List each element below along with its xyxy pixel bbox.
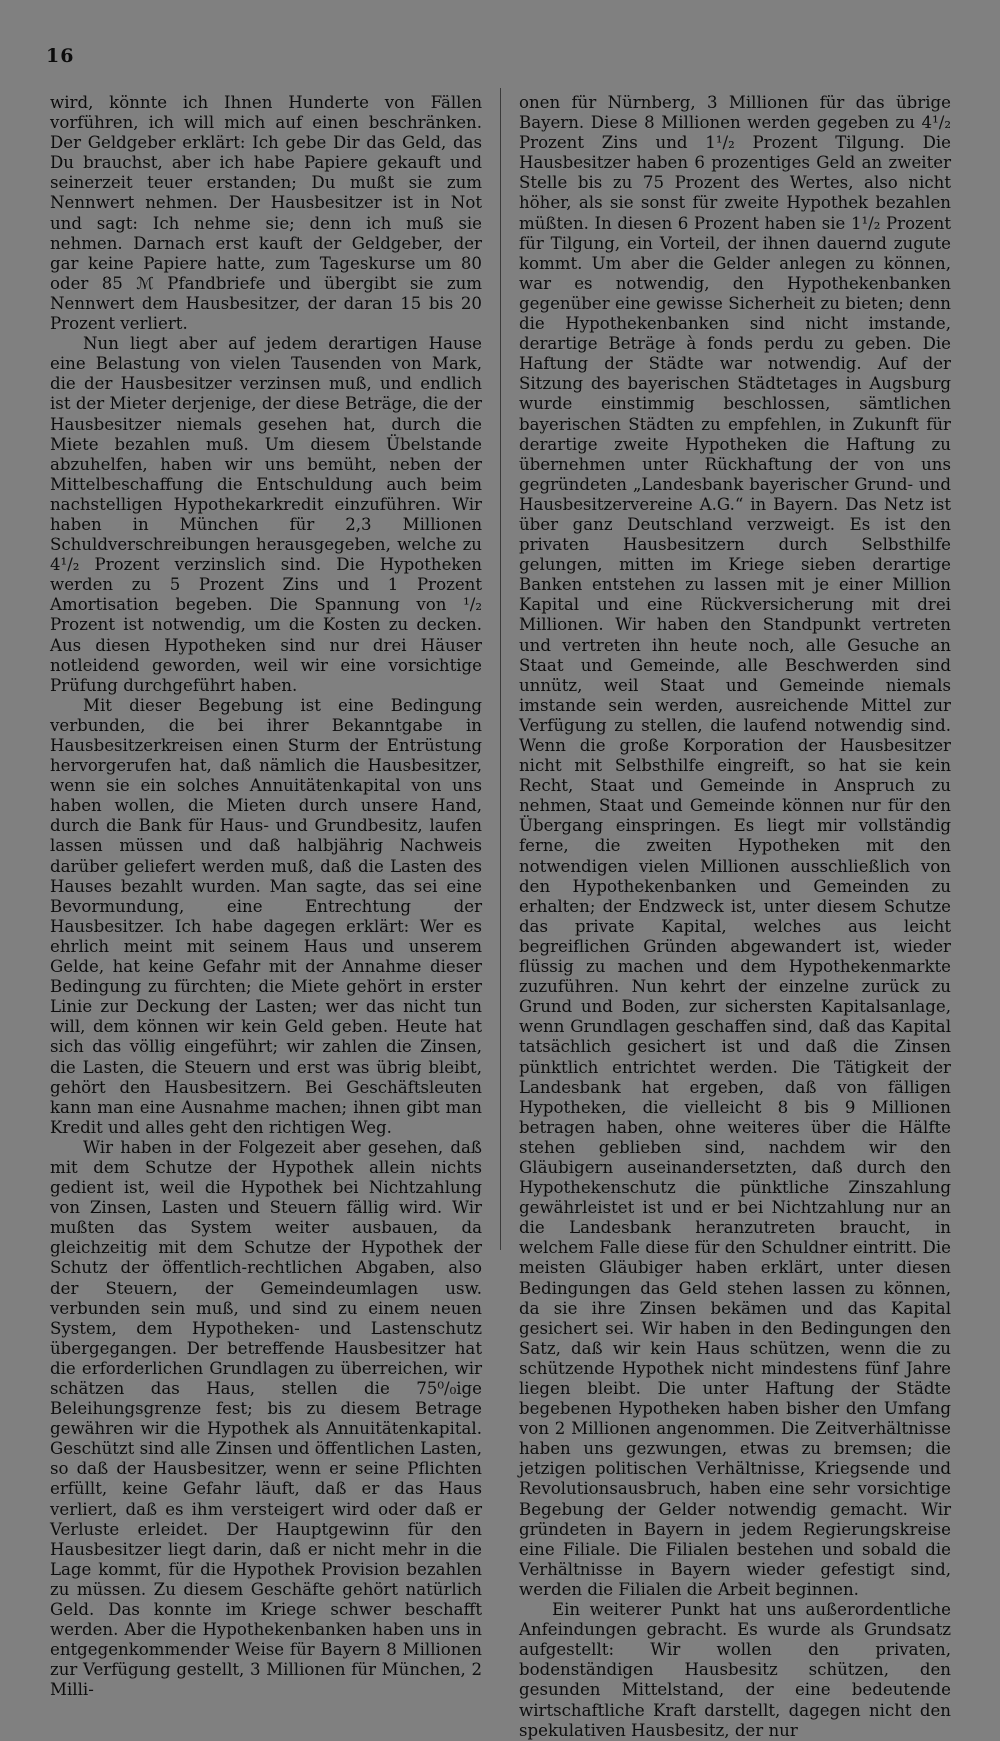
left-column <box>50 93 482 1701</box>
page-number: 16 <box>46 45 75 67</box>
right-column <box>519 93 951 1741</box>
column-divider <box>500 88 501 1250</box>
right-paragraph-2: Ein weiterer Punkt hat uns außerordentliche Anfeindungen gebracht. Es wurde als Grundsatz aufgestellt: Wir wollen den privaten, bodenständigen Hausbesitz schützen, den gesunden Mittelstand, der eine bedeutende wirtschaftliche Kraft darstellt, dagegen nicht den spekulativen Hausbesitz, der nur <box>519 1600 951 1740</box>
right-paragraph-1: onen für Nürnberg, 3 Millionen für das übrige Bayern. Diese 8 Millionen werden gegeben zu 4¹/₂ Prozent Zins und 1¹/₂ Prozent Tilgung. Die Hausbesitzer haben 6 prozentiges Geld an zweiter Stelle bis zu 75 Prozent des Wertes, also nicht höher, als sie sonst für zweite Hypothek bezahlen müßten. In diesen 6 Prozent haben sie 1¹/₂ Prozent für Tilgung, ein Vorteil, der ihnen dauernd zugute kommt. Um aber die Gelder anlegen zu können, war es notwendig, den Hypothekenbanken gegenüber eine gewisse Sicherheit zu bieten; denn die Hypothekenbanken sind nicht imstande, derartige Beträge à fonds perdu zu geben. Die Haftung der Städte war notwendig. Auf der Sitzung des bayerischen Städtetages in Augsburg wurde einstimmig beschlossen, sämtlichen bayerischen Städten zu empfehlen, in Zukunft für derartige zweite Hypotheken die Haftung zu übernehmen unter Rückhaftung der von uns gegründeten „Landesbank bayerischer Grund- und Hausbesitzervereine A.G.“ in Bayern. Das Netz ist über ganz Deutschland verzweigt. Es ist den privaten Hausbesitzern durch Selbsthilfe gelungen, mitten im Kriege sieben derartige Banken entstehen zu lassen mit je einer Million Kapital und eine Rückversicherung mit drei Millionen. Wir haben den Standpunkt vertreten und vertreten ihn heute noch, alle Gesuche an Staat und Gemeinde, alle Beschwerden sind unnütz, weil Staat und Gemeinde niemals imstande sein werden, ausreichende Mittel zur Verfügung zu stellen, die laufend notwendig sind. Wenn die große Korporation der Hausbesitzer nicht mit Selbsthilfe eingreift, so hat sie kein Recht, Staat und Gemeinde in Anspruch zu nehmen, Staat und Gemeinde können nur für den Übergang einspringen. Es liegt mir vollständig ferne, die zweiten Hypotheken mit den notwendigen vielen Millionen ausschließlich von den Hypothekenbanken und Gemeinden zu erhalten; der Endzweck ist, unter diesem Schutze das private Kapital, welches aus leicht begreiflichen Gründen abgewandert ist, wieder flüssig zu machen und dem Hypothekenmarkte zuzuführen. Nun kehrt der einzelne zurück zu Grund und Boden, zur sichersten Kapitalsanlage, wenn Grundlagen geschaffen sind, daß das Kapital tatsächlich gesichert ist und daß die Zinsen pünktlich entrichtet werden. Die Tätigkeit der Landesbank hat ergeben, daß von fälligen Hypotheken, die vielleicht 8 bis 9 Millionen betragen haben, ohne weiteres über die Hälfte stehen geblieben sind, nachdem wir den Gläubigern auseinandersetzten, daß durch den Hypothekenschutz die pünktliche Zinszahlung gewährleistet ist und er bei Nichtzahlung nur an die Landesbank heranzutreten braucht, in welchem Falle diese für den Schuldner eintritt. Die meisten Gläubiger haben erklärt, unter diesen Bedingungen das Geld stehen lassen zu können, da sie ihre Zinsen bekämen und das Kapital gesichert sei. Wir haben in den Bedingungen den Satz, daß wir kein Haus schützen, wenn die zu schützende Hypothek nicht mindestens fünf Jahre liegen bleibt. Die unter Haftung der Städte begebenen Hypotheken haben bisher den Umfang von 2 Millionen angenommen. Die Zeitverhältnisse haben uns gezwungen, etwas zu bremsen; die jetzigen politischen Verhältnisse, Kriegsende und Revolutionsausbruch, haben eine sehr vorsichtige Begebung der Gelder notwendig gemacht. Wir gründeten in Bayern in jedem Regierungskreise eine Filiale. Die Filialen bestehen und sobald die Verhältnisse in Bayern wieder gefestigt sind, werden die Filialen die Arbeit beginnen. <box>519 93 951 1599</box>
left-paragraph-1: wird, könnte ich Ihnen Hunderte von Fällen vorführen, ich will mich auf einen beschränken. Der Geldgeber erklärt: Ich gebe Dir das Geld, das Du brauchst, aber ich habe Papiere gekauft und seinerzeit teuer erstanden; Du mußt sie zum Nennwert nehmen. Der Hausbesitzer ist in Not und sagt: Ich nehme sie; denn ich muß sie nehmen. Darnach erst kauft der Geldgeber, der gar keine Papiere hatte, zum Tageskurse um 80 oder 85 ℳ Pfandbriefe und übergibt sie zum Nennwert dem Hausbesitzer, der daran 15 bis 20 Prozent verliert. <box>50 93 482 334</box>
left-paragraph-3: Mit dieser Begebung ist eine Bedingung verbunden, die bei ihrer Bekanntgabe in Hausbesitzerkreisen einen Sturm der Entrüstung hervorgerufen hat, daß nämlich die Hausbesitzer, wenn sie ein solches Annuitätenkapital von uns haben wollen, die Mieten durch unsere Hand, durch die Bank für Haus- und Grundbesitz, laufen lassen müssen und daß halbjährig Nachweis darüber geliefert werden muß, daß die Lasten des Hauses bezahlt wurden. Man sagte, das sei eine Bevormundung, eine Entrechtung der Hausbesitzer. Ich habe dagegen erklärt: Wer es ehrlich meint mit seinem Haus und unserem Gelde, hat keine Gefahr mit der Annahme dieser Bedingung zu fürchten; die Miete gehört in erster Linie zur Deckung der Lasten; wer das nicht tun will, dem können wir kein Geld geben. Heute hat sich das völlig eingeführt; wir zahlen die Zinsen, die Lasten, die Steuern und erst was übrig bleibt, gehört den Hausbesitzern. Bei Geschäftsleuten kann man eine Ausnahme machen; ihnen gibt man Kredit und alles geht den richtigen Weg. <box>50 695 482 1137</box>
left-paragraph-2: Nun liegt aber auf jedem derartigen Hause eine Belastung von vielen Tausenden von Mark, die der Hausbesitzer verzinsen muß, und endlich ist der Mieter derjenige, der diese Beträge, die der Hausbesitzer niemals gesehen hat, durch die Miete bezahlen muß. Um diesem Übelstande abzuhelfen, haben wir uns bemüht, neben der Mittelbeschaffung die Entschuldung auch beim nachstelligen Hypothekarkredit einzuführen. Wir haben in München für 2,3 Millionen Schuldverschreibungen herausgegeben, welche zu 4¹/₂ Prozent verzinslich sind. Die Hypotheken werden zu 5 Prozent Zins und 1 Prozent Amortisation begeben. Die Spannung von ¹/₂ Prozent ist notwendig, um die Kosten zu decken. Aus diesen Hypotheken sind nur drei Häuser notleidend geworden, weil wir eine vorsichtige Prüfung durchgeführt haben. <box>50 334 482 695</box>
left-paragraph-4: Wir haben in der Folgezeit aber gesehen, daß mit dem Schutze der Hypothek allein nichts gedient ist, weil die Hypothek bei Nichtzahlung von Zinsen, Lasten und Steuern fällig wird. Wir mußten das System weiter ausbauen, da gleichzeitig mit dem Schutze der Hypothek der Schutz der öffentlich-rechtlichen Abgaben, also der Steuern, der Gemeindeumlagen usw. verbunden sein muß, und sind zu einem neuen System, dem Hypotheken- und Lastenschutz übergegangen. Der betreffende Hausbesitzer hat die erforderlichen Grundlagen zu überreichen, wir schätzen das Haus, stellen die 75⁰/₀ige Beleihungsgrenze fest; bis zu diesem Betrage gewähren wir die Hypothek als Annuitätenkapital. Geschützt sind alle Zinsen und öffentlichen Lasten, so daß der Hausbesitzer, wenn er seine Pflichten erfüllt, keine Gefahr läuft, daß er das Haus verliert, daß es ihm versteigert wird oder daß er Verluste erleidet. Der Hauptgewinn für den Hausbesitzer liegt darin, daß er nicht mehr in die Lage kommt, für die Hypothek Provision bezahlen zu müssen. Zu diesem Geschäfte gehört natürlich Geld. Das konnte im Kriege schwer beschafft werden. Aber die Hypothekenbanken haben uns in entgegenkommender Weise für Bayern 8 Millionen zur Verfügung gestellt, 3 Millionen für München, 2 Milli- <box>50 1137 482 1700</box>
